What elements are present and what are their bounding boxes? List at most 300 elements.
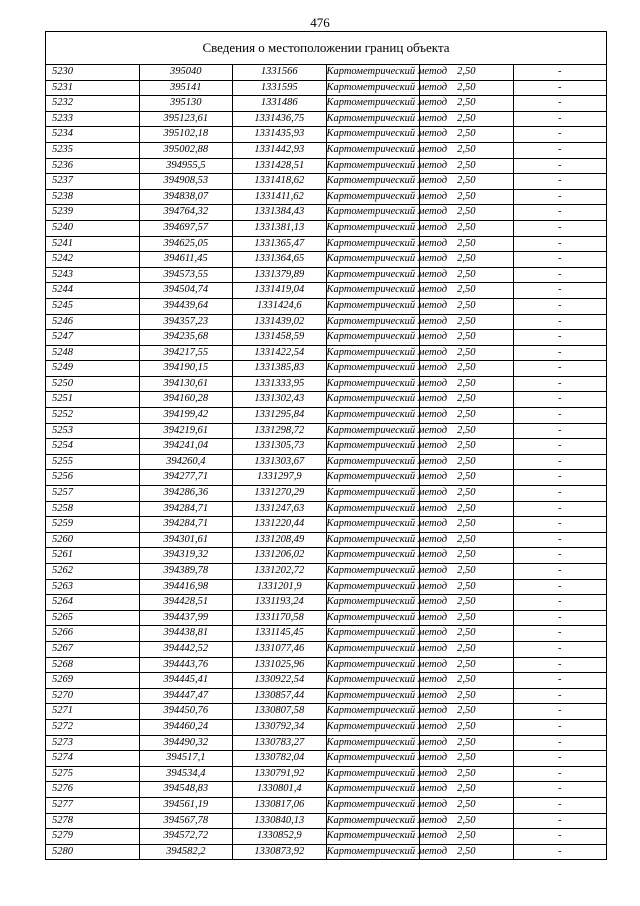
table-row [46, 314, 607, 330]
point-number-cell: 5269 [46, 673, 140, 689]
method-cell: Картометрический метод [326, 766, 420, 782]
description-cell: - [513, 517, 607, 533]
y-coordinate-cell: 1331170,58 [233, 610, 327, 626]
method-cell: Картометрический метод [326, 142, 420, 158]
method-cell: Картометрический метод [326, 345, 420, 361]
y-coordinate-cell: 1331193,24 [233, 595, 327, 611]
table-row [46, 548, 607, 564]
point-number-cell: 5275 [46, 766, 140, 782]
method-cell: Картометрический метод [326, 361, 420, 377]
x-coordinate-cell: 394443,76 [139, 657, 233, 673]
method-cell: Картометрический метод [326, 517, 420, 533]
x-coordinate-cell: 394389,78 [139, 564, 233, 580]
method-cell: Картометрический метод [326, 486, 420, 502]
accuracy-cell: 2,50 [420, 142, 514, 158]
accuracy-cell: 2,50 [420, 252, 514, 268]
method-cell: Картометрический метод [326, 439, 420, 455]
table-row [46, 751, 607, 767]
description-cell: - [513, 174, 607, 190]
method-cell: Картометрический метод [326, 595, 420, 611]
y-coordinate-cell: 1330792,34 [233, 719, 327, 735]
point-number-cell: 5272 [46, 719, 140, 735]
description-cell: - [513, 751, 607, 767]
point-number-cell: 5278 [46, 813, 140, 829]
description-cell: - [513, 844, 607, 860]
method-cell: Картометрический метод [326, 704, 420, 720]
description-cell: - [513, 65, 607, 81]
table-row [46, 127, 607, 143]
point-number-cell: 5266 [46, 626, 140, 642]
point-number-cell: 5246 [46, 314, 140, 330]
y-coordinate-cell: 1331422,54 [233, 345, 327, 361]
point-number-cell: 5247 [46, 330, 140, 346]
y-coordinate-cell: 1331439,02 [233, 314, 327, 330]
table-row [46, 361, 607, 377]
method-cell: Картометрический метод [326, 797, 420, 813]
page-number: 476 [310, 15, 330, 30]
point-number-cell: 5257 [46, 486, 140, 502]
y-coordinate-cell: 1331220,44 [233, 517, 327, 533]
point-number-cell: 5262 [46, 564, 140, 580]
point-number-cell: 5274 [46, 751, 140, 767]
table-row [46, 735, 607, 751]
table-row [46, 189, 607, 205]
table-row [46, 330, 607, 346]
method-cell: Картометрический метод [326, 610, 420, 626]
x-coordinate-cell: 394955,5 [139, 158, 233, 174]
x-coordinate-cell: 394567,78 [139, 813, 233, 829]
x-coordinate-cell: 394573,55 [139, 267, 233, 283]
x-coordinate-cell: 395130 [139, 96, 233, 112]
y-coordinate-cell: 1331436,75 [233, 111, 327, 127]
accuracy-cell: 2,50 [420, 766, 514, 782]
x-coordinate-cell: 394160,28 [139, 392, 233, 408]
y-coordinate-cell: 1331411,62 [233, 189, 327, 205]
method-cell: Картометрический метод [326, 189, 420, 205]
x-coordinate-cell: 394219,61 [139, 423, 233, 439]
description-cell: - [513, 548, 607, 564]
y-coordinate-cell: 1331305,73 [233, 439, 327, 455]
y-coordinate-cell: 1331302,43 [233, 392, 327, 408]
point-number-cell: 5236 [46, 158, 140, 174]
point-number-cell: 5271 [46, 704, 140, 720]
description-cell: - [513, 501, 607, 517]
point-number-cell: 5261 [46, 548, 140, 564]
x-coordinate-cell: 394697,57 [139, 220, 233, 236]
accuracy-cell: 2,50 [420, 532, 514, 548]
description-cell: - [513, 189, 607, 205]
point-number-cell: 5242 [46, 252, 140, 268]
accuracy-cell: 2,50 [420, 751, 514, 767]
method-cell: Картометрический метод [326, 532, 420, 548]
description-cell: - [513, 688, 607, 704]
table-row [46, 610, 607, 626]
table-row [46, 392, 607, 408]
description-cell: - [513, 657, 607, 673]
x-coordinate-cell: 394548,83 [139, 782, 233, 798]
point-number-cell: 5244 [46, 283, 140, 299]
table-row [46, 829, 607, 845]
accuracy-cell: 2,50 [420, 657, 514, 673]
accuracy-cell: 2,50 [420, 517, 514, 533]
description-cell: - [513, 220, 607, 236]
y-coordinate-cell: 1331424,6 [233, 298, 327, 314]
point-number-cell: 5230 [46, 65, 140, 81]
table-row [46, 345, 607, 361]
y-coordinate-cell: 1330840,13 [233, 813, 327, 829]
x-coordinate-cell: 394277,71 [139, 470, 233, 486]
description-cell: - [513, 797, 607, 813]
method-cell: Картометрический метод [326, 657, 420, 673]
accuracy-cell: 2,50 [420, 330, 514, 346]
y-coordinate-cell: 1331419,04 [233, 283, 327, 299]
method-cell: Картометрический метод [326, 220, 420, 236]
x-coordinate-cell: 394260,4 [139, 454, 233, 470]
y-coordinate-cell: 1331365,47 [233, 236, 327, 252]
x-coordinate-cell: 394286,36 [139, 486, 233, 502]
table-row [46, 111, 607, 127]
x-coordinate-cell: 394572,72 [139, 829, 233, 845]
description-cell: - [513, 564, 607, 580]
x-coordinate-cell: 394625,05 [139, 236, 233, 252]
accuracy-cell: 2,50 [420, 314, 514, 330]
x-coordinate-cell: 394319,32 [139, 548, 233, 564]
accuracy-cell: 2,50 [420, 719, 514, 735]
x-coordinate-cell: 394450,76 [139, 704, 233, 720]
y-coordinate-cell: 1330922,54 [233, 673, 327, 689]
y-coordinate-cell: 1331379,89 [233, 267, 327, 283]
table-row [46, 688, 607, 704]
x-coordinate-cell: 395123,61 [139, 111, 233, 127]
accuracy-cell: 2,50 [420, 610, 514, 626]
table-row [46, 564, 607, 580]
accuracy-cell: 2,50 [420, 486, 514, 502]
method-cell: Картометрический метод [326, 65, 420, 81]
method-cell: Картометрический метод [326, 751, 420, 767]
accuracy-cell: 2,50 [420, 345, 514, 361]
table-row [46, 766, 607, 782]
point-number-cell: 5250 [46, 376, 140, 392]
description-cell: - [513, 345, 607, 361]
x-coordinate-cell: 395040 [139, 65, 233, 81]
method-cell: Картометрический метод [326, 641, 420, 657]
y-coordinate-cell: 1330873,92 [233, 844, 327, 860]
accuracy-cell: 2,50 [420, 80, 514, 96]
method-cell: Картометрический метод [326, 376, 420, 392]
y-coordinate-cell: 1331270,29 [233, 486, 327, 502]
point-number-cell: 5256 [46, 470, 140, 486]
point-number-cell: 5231 [46, 80, 140, 96]
point-number-cell: 5240 [46, 220, 140, 236]
accuracy-cell: 2,50 [420, 673, 514, 689]
method-cell: Картометрический метод [326, 314, 420, 330]
method-cell: Картометрический метод [326, 330, 420, 346]
table-row [46, 158, 607, 174]
accuracy-cell: 2,50 [420, 392, 514, 408]
y-coordinate-cell: 1330817,06 [233, 797, 327, 813]
point-number-cell: 5249 [46, 361, 140, 377]
table-row [46, 595, 607, 611]
y-coordinate-cell: 1331145,45 [233, 626, 327, 642]
point-number-cell: 5237 [46, 174, 140, 190]
table-row [46, 719, 607, 735]
table-row [46, 532, 607, 548]
description-cell: - [513, 423, 607, 439]
accuracy-cell: 2,50 [420, 844, 514, 860]
x-coordinate-cell: 394764,32 [139, 205, 233, 221]
point-number-cell: 5234 [46, 127, 140, 143]
x-coordinate-cell: 394460,24 [139, 719, 233, 735]
table-row [46, 517, 607, 533]
x-coordinate-cell: 394442,52 [139, 641, 233, 657]
point-number-cell: 5239 [46, 205, 140, 221]
method-cell: Картометрический метод [326, 813, 420, 829]
x-coordinate-cell: 394490,32 [139, 735, 233, 751]
accuracy-cell: 2,50 [420, 361, 514, 377]
description-cell: - [513, 252, 607, 268]
description-cell: - [513, 330, 607, 346]
y-coordinate-cell: 1330857,44 [233, 688, 327, 704]
x-coordinate-cell: 395102,18 [139, 127, 233, 143]
x-coordinate-cell: 394534,4 [139, 766, 233, 782]
x-coordinate-cell: 394908,53 [139, 174, 233, 190]
accuracy-cell: 2,50 [420, 96, 514, 112]
method-cell: Картометрический метод [326, 174, 420, 190]
point-number-cell: 5265 [46, 610, 140, 626]
point-number-cell: 5232 [46, 96, 140, 112]
method-cell: Картометрический метод [326, 252, 420, 268]
y-coordinate-cell: 1331418,62 [233, 174, 327, 190]
y-coordinate-cell: 1331208,49 [233, 532, 327, 548]
x-coordinate-cell: 394416,98 [139, 579, 233, 595]
y-coordinate-cell: 1330783,27 [233, 735, 327, 751]
point-number-cell: 5233 [46, 111, 140, 127]
x-coordinate-cell: 394199,42 [139, 408, 233, 424]
x-coordinate-cell: 394504,74 [139, 283, 233, 299]
method-cell: Картометрический метод [326, 111, 420, 127]
method-cell: Картометрический метод [326, 782, 420, 798]
point-number-cell: 5277 [46, 797, 140, 813]
y-coordinate-cell: 1331295,84 [233, 408, 327, 424]
table-row [46, 813, 607, 829]
description-cell: - [513, 579, 607, 595]
description-cell: - [513, 205, 607, 221]
method-cell: Картометрический метод [326, 673, 420, 689]
method-cell: Картометрический метод [326, 501, 420, 517]
x-coordinate-cell: 394357,23 [139, 314, 233, 330]
y-coordinate-cell: 1331364,65 [233, 252, 327, 268]
point-number-cell: 5263 [46, 579, 140, 595]
method-cell: Картометрический метод [326, 158, 420, 174]
method-cell: Картометрический метод [326, 408, 420, 424]
point-number-cell: 5267 [46, 641, 140, 657]
method-cell: Картометрический метод [326, 548, 420, 564]
accuracy-cell: 2,50 [420, 158, 514, 174]
point-number-cell: 5243 [46, 267, 140, 283]
accuracy-cell: 2,50 [420, 283, 514, 299]
description-cell: - [513, 314, 607, 330]
method-cell: Картометрический метод [326, 454, 420, 470]
table-row [46, 80, 607, 96]
x-coordinate-cell: 394582,2 [139, 844, 233, 860]
boundary-coordinates-table [45, 31, 607, 860]
y-coordinate-cell: 1331428,51 [233, 158, 327, 174]
table-row [46, 65, 607, 81]
table-row [46, 844, 607, 860]
table-row [46, 626, 607, 642]
accuracy-cell: 2,50 [420, 782, 514, 798]
y-coordinate-cell: 1330791,92 [233, 766, 327, 782]
accuracy-cell: 2,50 [420, 127, 514, 143]
point-number-cell: 5235 [46, 142, 140, 158]
y-coordinate-cell: 1331442,93 [233, 142, 327, 158]
y-coordinate-cell: 1330807,58 [233, 704, 327, 720]
description-cell: - [513, 641, 607, 657]
x-coordinate-cell: 394428,51 [139, 595, 233, 611]
accuracy-cell: 2,50 [420, 189, 514, 205]
description-cell: - [513, 595, 607, 611]
accuracy-cell: 2,50 [420, 298, 514, 314]
description-cell: - [513, 267, 607, 283]
description-cell: - [513, 766, 607, 782]
x-coordinate-cell: 394611,45 [139, 252, 233, 268]
method-cell: Картометрический метод [326, 688, 420, 704]
accuracy-cell: 2,50 [420, 501, 514, 517]
table-row [46, 501, 607, 517]
point-number-cell: 5259 [46, 517, 140, 533]
description-cell: - [513, 96, 607, 112]
x-coordinate-cell: 394241,04 [139, 439, 233, 455]
point-number-cell: 5276 [46, 782, 140, 798]
description-cell: - [513, 80, 607, 96]
table-row [46, 439, 607, 455]
table-row [46, 267, 607, 283]
table-title: Сведения о местоположении границ объекта [46, 32, 607, 65]
description-cell: - [513, 673, 607, 689]
x-coordinate-cell: 394561,19 [139, 797, 233, 813]
y-coordinate-cell: 1331384,43 [233, 205, 327, 221]
y-coordinate-cell: 1331247,63 [233, 501, 327, 517]
accuracy-cell: 2,50 [420, 408, 514, 424]
table-row [46, 579, 607, 595]
point-number-cell: 5255 [46, 454, 140, 470]
y-coordinate-cell: 1331333,95 [233, 376, 327, 392]
y-coordinate-cell: 1331435,93 [233, 127, 327, 143]
accuracy-cell: 2,50 [420, 470, 514, 486]
x-coordinate-cell: 394517,1 [139, 751, 233, 767]
description-cell: - [513, 439, 607, 455]
accuracy-cell: 2,50 [420, 813, 514, 829]
description-cell: - [513, 470, 607, 486]
table-row [46, 142, 607, 158]
x-coordinate-cell: 394217,55 [139, 345, 233, 361]
description-cell: - [513, 735, 607, 751]
accuracy-cell: 2,50 [420, 267, 514, 283]
y-coordinate-cell: 1331201,9 [233, 579, 327, 595]
point-number-cell: 5258 [46, 501, 140, 517]
x-coordinate-cell: 395002,88 [139, 142, 233, 158]
description-cell: - [513, 408, 607, 424]
y-coordinate-cell: 1330801,4 [233, 782, 327, 798]
point-number-cell: 5268 [46, 657, 140, 673]
method-cell: Картометрический метод [326, 735, 420, 751]
method-cell: Картометрический метод [326, 719, 420, 735]
description-cell: - [513, 127, 607, 143]
method-cell: Картометрический метод [326, 626, 420, 642]
description-cell: - [513, 298, 607, 314]
description-cell: - [513, 813, 607, 829]
y-coordinate-cell: 1330852,9 [233, 829, 327, 845]
x-coordinate-cell: 394130,61 [139, 376, 233, 392]
y-coordinate-cell: 1331381,13 [233, 220, 327, 236]
x-coordinate-cell: 394445,41 [139, 673, 233, 689]
y-coordinate-cell: 1331077,46 [233, 641, 327, 657]
point-number-cell: 5238 [46, 189, 140, 205]
point-number-cell: 5245 [46, 298, 140, 314]
method-cell: Картометрический метод [326, 283, 420, 299]
x-coordinate-cell: 394190,15 [139, 361, 233, 377]
method-cell: Картометрический метод [326, 298, 420, 314]
accuracy-cell: 2,50 [420, 548, 514, 564]
method-cell: Картометрический метод [326, 423, 420, 439]
accuracy-cell: 2,50 [420, 579, 514, 595]
accuracy-cell: 2,50 [420, 735, 514, 751]
accuracy-cell: 2,50 [420, 111, 514, 127]
accuracy-cell: 2,50 [420, 688, 514, 704]
table-row [46, 423, 607, 439]
method-cell: Картометрический метод [326, 470, 420, 486]
accuracy-cell: 2,50 [420, 704, 514, 720]
y-coordinate-cell: 1330782,04 [233, 751, 327, 767]
point-number-cell: 5260 [46, 532, 140, 548]
table-row [46, 408, 607, 424]
description-cell: - [513, 719, 607, 735]
accuracy-cell: 2,50 [420, 595, 514, 611]
x-coordinate-cell: 394437,99 [139, 610, 233, 626]
description-cell: - [513, 361, 607, 377]
description-cell: - [513, 486, 607, 502]
table-body [46, 65, 607, 860]
description-cell: - [513, 829, 607, 845]
table-row [46, 470, 607, 486]
table-row [46, 641, 607, 657]
accuracy-cell: 2,50 [420, 205, 514, 221]
description-cell: - [513, 610, 607, 626]
description-cell: - [513, 376, 607, 392]
table-row [46, 673, 607, 689]
method-cell: Картометрический метод [326, 392, 420, 408]
table-row [46, 205, 607, 221]
y-coordinate-cell: 1331385,83 [233, 361, 327, 377]
description-cell: - [513, 454, 607, 470]
table-row [46, 376, 607, 392]
method-cell: Картометрический метод [326, 844, 420, 860]
x-coordinate-cell: 394301,61 [139, 532, 233, 548]
table-row [46, 298, 607, 314]
method-cell: Картометрический метод [326, 80, 420, 96]
point-number-cell: 5241 [46, 236, 140, 252]
table-row [46, 657, 607, 673]
point-number-cell: 5253 [46, 423, 140, 439]
table-row [46, 283, 607, 299]
y-coordinate-cell: 1331025,96 [233, 657, 327, 673]
x-coordinate-cell: 394235,68 [139, 330, 233, 346]
accuracy-cell: 2,50 [420, 454, 514, 470]
table-row [46, 96, 607, 112]
accuracy-cell: 2,50 [420, 423, 514, 439]
table-row [46, 782, 607, 798]
description-cell: - [513, 626, 607, 642]
